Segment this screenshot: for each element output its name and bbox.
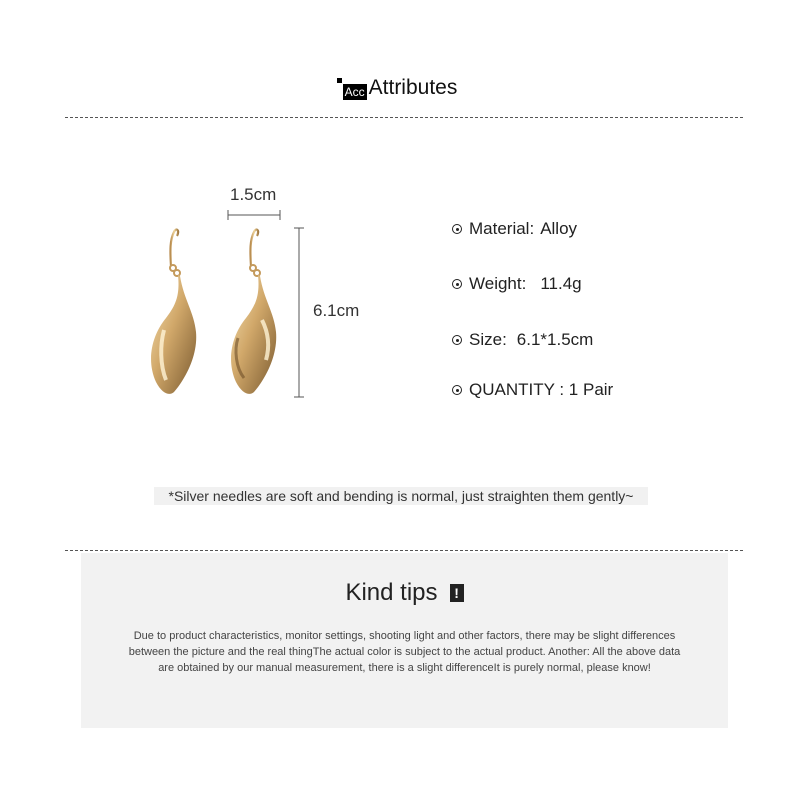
width-label: 1.5cm (230, 185, 277, 204)
bullet-icon (452, 335, 462, 345)
attr-quantity (452, 380, 619, 400)
header-title: Attributes (368, 76, 458, 99)
attr-size (452, 330, 593, 350)
bottom-divider (65, 550, 743, 551)
height-label: 6.1cm (313, 301, 360, 320)
earring-left (151, 229, 196, 393)
bullet-icon (452, 224, 462, 234)
attr-material (452, 219, 577, 239)
kind-tips-panel (81, 553, 728, 728)
kind-tips-title: Kind tips (345, 579, 438, 606)
bullet-icon (452, 385, 462, 395)
attr-label: QUANTITY : 1 Pair (469, 380, 614, 399)
warning-icon: ! (450, 584, 464, 602)
attr-value: 6.1*1.5cm (516, 330, 594, 349)
dimension-lines (226, 206, 306, 401)
attr-value: Alloy (540, 219, 578, 238)
bullet-icon (452, 279, 462, 289)
header-dot (337, 78, 342, 83)
attr-label: Weight: (469, 274, 527, 293)
attr-label: Size: (469, 330, 507, 349)
section-header (0, 76, 800, 101)
top-divider (65, 117, 743, 118)
attr-value: 11.4g (540, 274, 582, 293)
kind-tips-heading (81, 579, 728, 607)
care-note: *Silver needles are soft and bending is normal, just straighten them gently~ (154, 487, 648, 505)
attr-weight (452, 274, 582, 294)
attr-label: Material: (469, 219, 535, 238)
kind-tips-text: Due to product characteristics, monitor settings, shooting light and other factors, there may be slight differences between the picture and the real thingThe actual color is subject to the actual product. Another: All the above data are obtained by our manual measurement, there is a slight differenceIt is purely normal, please know! (128, 630, 681, 674)
header-badge: Acc (344, 85, 365, 99)
